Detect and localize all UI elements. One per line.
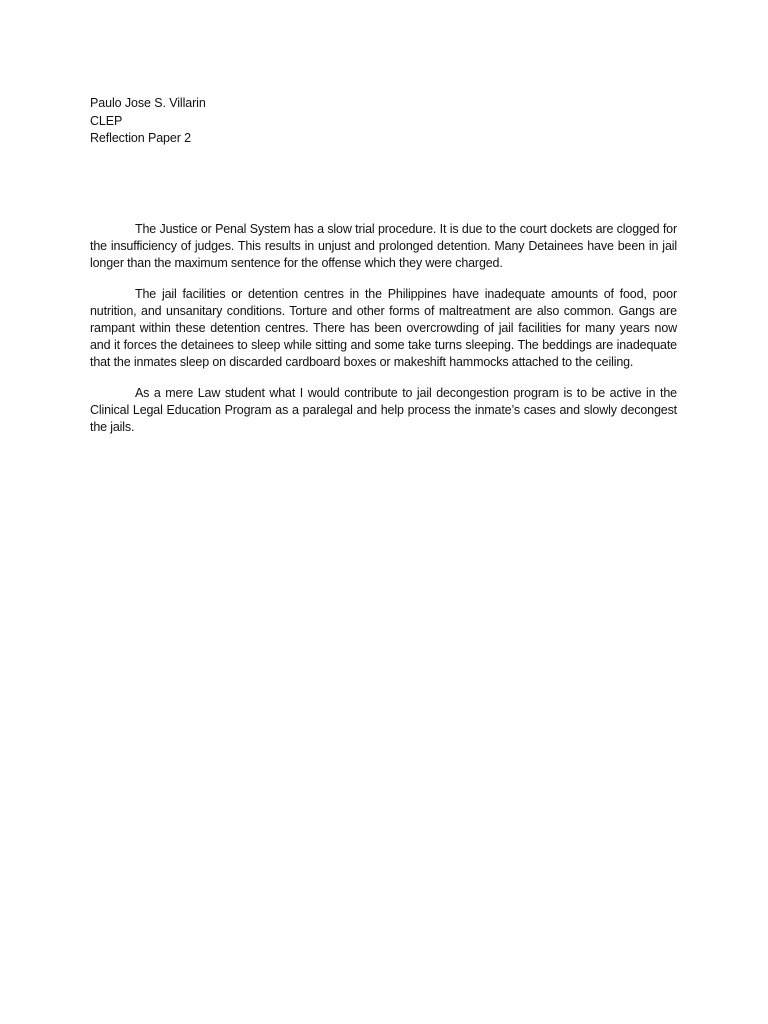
- paragraph-3: As a mere Law student what I would contribute to jail decongestion program is to be active in the Clinical Legal Education Program as a paralegal and help process the inmate’s cases and slowly decongest the jails.: [90, 385, 677, 435]
- paragraph-2: The jail facilities or detention centres in the Philippines have inadequate amounts of food, poor nutrition, and unsanitary conditions. Torture and other forms of maltreatment are also common. Gangs are rampant within these detention centres. There has been overcrowding of jail facilities for many years now and it forces the detainees to sleep while sitting and some take turns sleeping. The beddings are inadequate that the inmates sleep on discarded cardboard boxes or makeshift hammocks attached to the ceiling.: [90, 286, 677, 370]
- paragraph-1: The Justice or Penal System has a slow trial procedure. It is due to the court dockets are clogged for the insufficiency of judges. This results in unjust and prolonged detention. Many Detainees have been in jail longer than the maximum sentence for the offense which they were charged.: [90, 222, 677, 271]
- paper-title: Reflection Paper 2: [90, 131, 192, 145]
- document-header: [90, 95, 206, 148]
- document-body: [90, 221, 677, 449]
- course-name: CLEP: [90, 113, 123, 128]
- author-name: Paulo Jose S. Villarin: [90, 96, 206, 110]
